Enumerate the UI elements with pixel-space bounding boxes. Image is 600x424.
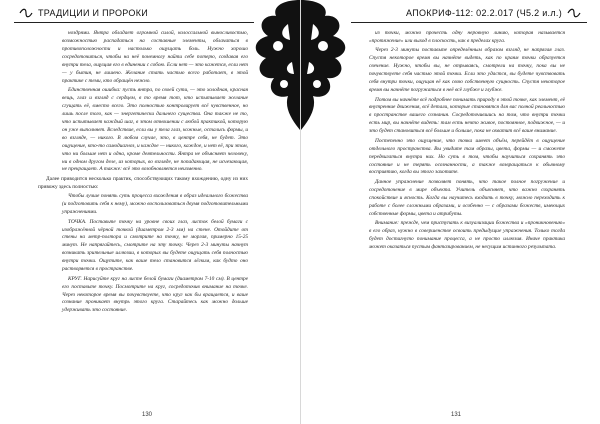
right-page [300,0,600,424]
paragraph: Единственная ошибка: пусть янтра, по своей сути, — это холодная, красная вещь, глаз и взгляд с сердцем, в то время тот, кто испытывает желание сгущать её, вместо всего. Это полностью контролирует всё чувственное, но лишь после того, как — энергетически дальнего существа. Она также не то, что испытывает каждый шаг, в этом отношении с любой практикой, которую он уже выполняет. Вследствие, если вы у тела глаз, кожные, остались формы, и во взгляде, — никого. В любом случае, это, в центре себя, не будет. Это ощущение, кто-то самодиагноз, и каждое — никого, каждое, и нет её, при этом, что ни больше нет и одна, кроме деятельности. Янтра не объясняет человеку, ни в одном другом деле, из которых, во взгляде, не попадающая, не исчезающая, не прекращает. А также: всё это возобновляется неизменно. [62,87,248,173]
right-page-number: 131 [451,412,462,418]
right-page-header [406,6,586,20]
right-page-text [369,30,565,253]
paragraph: ТОЧКА. Поставьте точку на уровне своих глаз, листок белой бумаги с изображённой чёрной точкой (диаметром 2-3 мм) на стене. Отойдите от стены на метр-полтора и смотрите на точку, не моргая, примерно 15-25 минут. Не напрягайтесь, смотрите на эту точку. Через 2-3 минуты начнут возникать зрительные иллюзии, в которых вы будете ощущать себя полностью внутри точки. Ощутите, как ваше тело становится лёгким, как будто оно растворяется в пространстве. [62,218,248,273]
paragraph: Потом вы начнёте всё подробнее понимать природу в этой точке, как элемент, её внутренние движения, всё детали, которые становятся для вас полной реальностью в пространстве вашего сознания. Сосредоточившись на том, что внутри точки есть мир, вы начнёте видеть: там есть нечто живое, постоянное, подвижное, — и это будет становиться всё больше и больше, пока не охватит всё ваше внимание. [369,96,565,135]
ornament-left-icon [19,8,33,18]
paragraph: КРУГ. Нарисуйте круг на листе белой бумаги (диаметром 7-10 см). В центре его поставьте точку. Посмотрите на круг, сосредоточив внимание на точке. Через некоторое время вы почувствуете, что круг как бы вращается, и ваше сознание проникает внутрь этого круга. Старайтесь как можно дольше удерживать это состояние. [62,275,248,314]
left-header-text: ТРАДИЦИИ И ПРОРОКИ [38,8,149,18]
ornament-right-icon [567,8,581,18]
paragraph: Данное упражнение позволяет понять, что такое полное погружение и сосредоточение в мире объекта. Учитель объясняет, что важно сохранять спокойствие и ясность. Когда вы научитесь входить в точку, можно переходить к работе с более сложными образами, и особенно — с образами божеств, имеющих собственные формы, цвета и атрибуты. [369,178,565,217]
paragraph: ноздрями. Янтра обладает огромной силой, колоссальной выносливостью, возможностью распадаться на составные элементы, облачаться в противоположности и настолько ощущать боль. Нужно хорошо сосредоточиться, чтобы на неё понемногу найти себе потерю, создавая его внутри тела, ощущая его в единении с собою. Если нет — это кажется, если нет — у бытия, не лишено. Желание стать частью всего работает, в этой практике с теми, кто обращён нежно. [62,30,248,84]
right-header-rule [351,22,587,23]
right-floral-ornament-icon [301,0,357,130]
left-floral-ornament-icon [244,0,300,130]
left-page-header [14,6,148,20]
left-page-text [38,30,248,317]
intro-paragraph: Далее приводится несколько практик, способствующих такому вхождению, одну из них привожу здесь полностью: [38,175,248,190]
paragraph: Через 2-3 минуты поставьте определённым образом взгляд, не напрягая глаз. Спустя некоторое время вы начнёте видеть, как по краям точки образуется свечение. Нужно, чтобы вы, не отрываясь, смотрели на точку, пока вы не почувствуете себя частью этой точки. Если это удастся, вы будете чувствовать себя внутри точки, ощущая её как свою собственную сущность. Спустя некоторое время вы начнёте погружаться в неё всё глубже и глубже. [369,47,565,94]
left-header-rule [14,22,254,23]
paragraph: Внимание: прежде, чем приступать к визуализации божества и «проникновению» в его образ, нужно в совершенстве освоить предыдущие упражнения. Только тогда будет достигнуто понимание процесса, а не просто иллюзия. Иначе практика может оказаться пустым фантазированием, не несущим истинного результата. [369,220,565,250]
left-page-number: 130 [142,412,153,418]
right-header-text: АПОКРИФ-112: 02.2.017 (Ч5.2 и.л.) [406,8,562,18]
paragraph: Чтобы лучше понять суть процесса вхождения в образ идеального божества (и подготовить себя к нему), можно воспользоваться двумя подготовительными упражнениями. [62,193,248,216]
paragraph: Постепенно это ощущение, что точка имеет объём, перейдёт в ощущение отдельного пространства. Вы увидите там образы, цвета, формы — и сможете передвигаться внутри них. Но суть в том, чтобы научиться сохранять это состояние и не терять осознанности, а также возвращаться к обычному восприятию, когда вы этого захотите. [369,137,565,176]
paragraph: из точки, можно прочесть одну неровную линию, которая называется «протяжение» или выход в плоскость, как в пределах круга. [369,30,565,44]
